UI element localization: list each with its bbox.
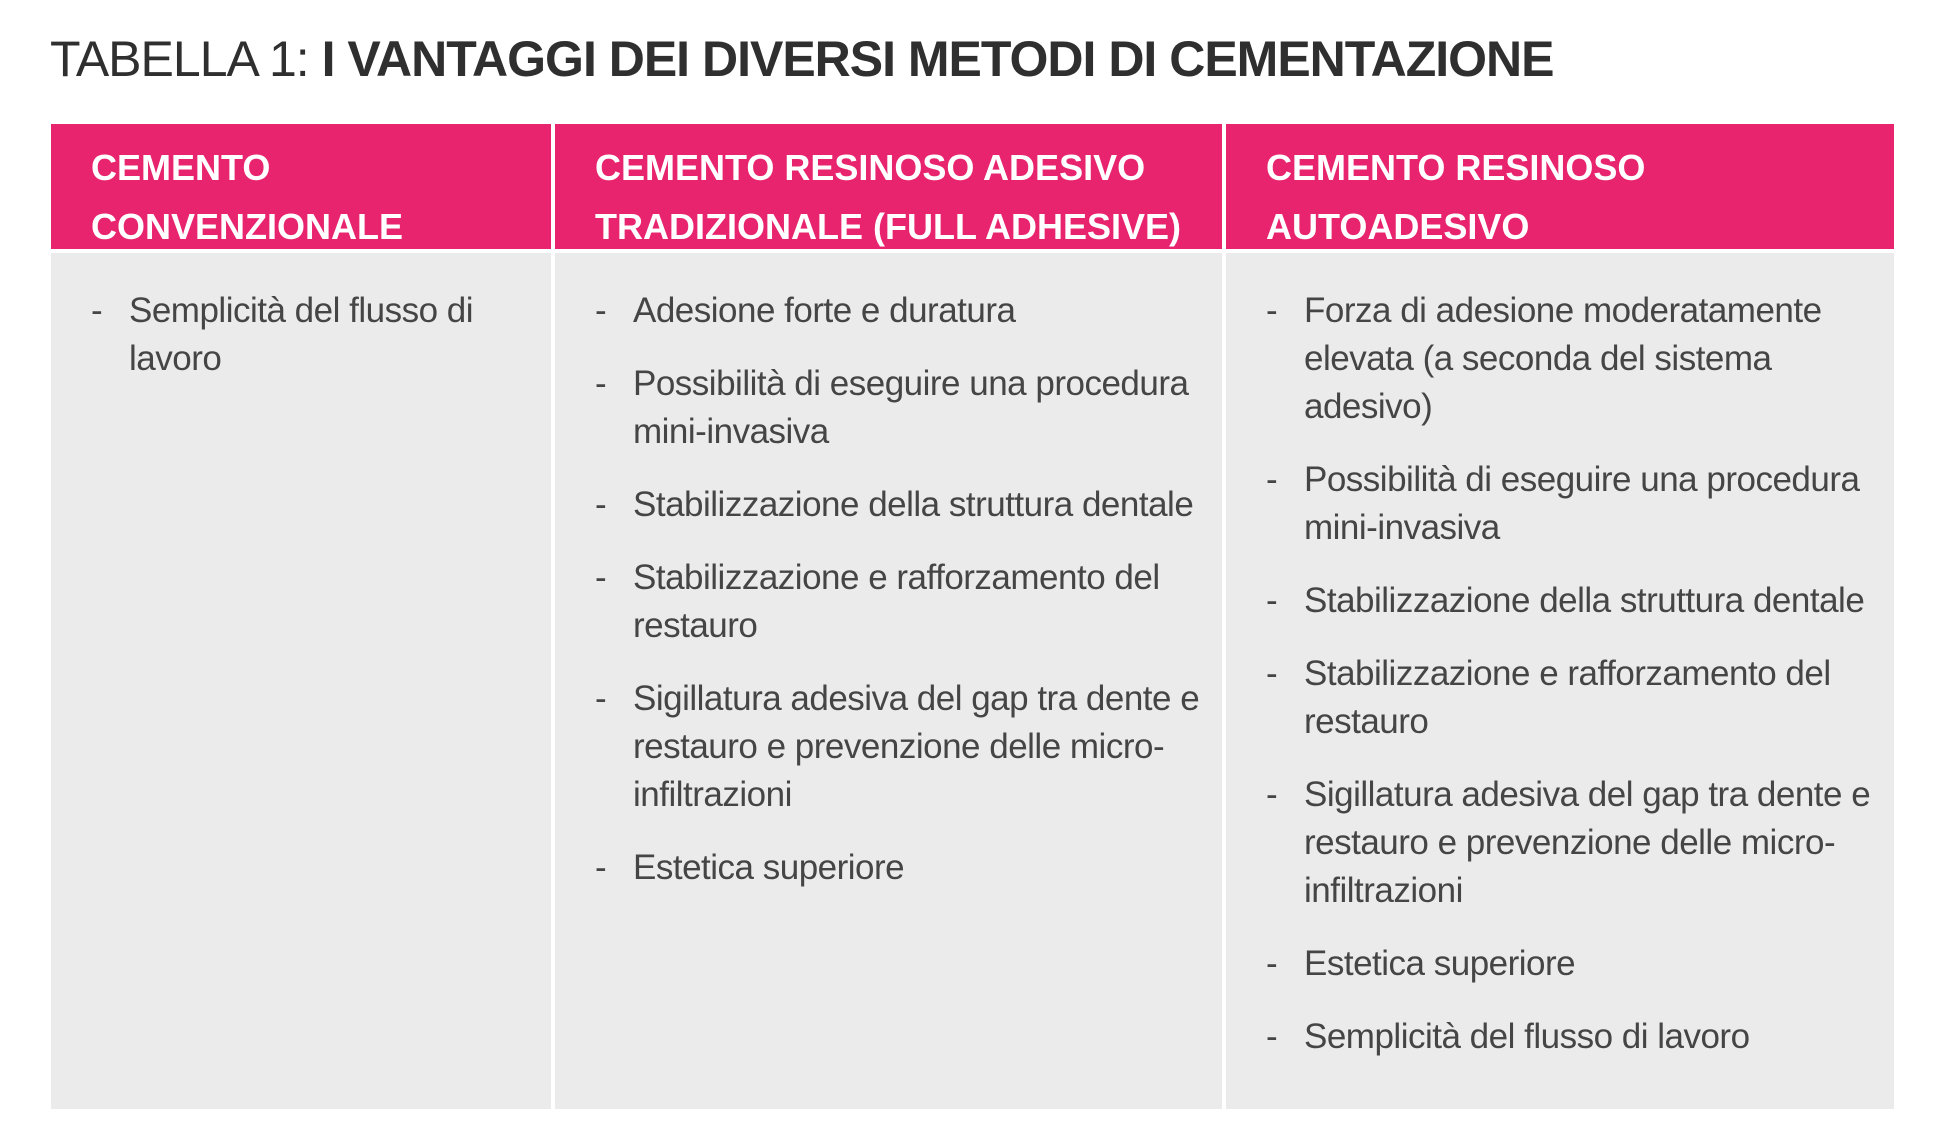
list-item (595, 287, 1202, 335)
table-title: I VANTAGGI DEI DIVERSI METODI DI CEMENTAZIONE (321, 31, 1554, 87)
bullet-dash: - (595, 558, 607, 597)
advantages-list (595, 287, 1202, 892)
list-item (1266, 577, 1874, 625)
item-text: Forza di adesione moderatamente elevata (a seconda del sistema adesivo) (1304, 291, 1822, 426)
bullet-dash: - (595, 364, 607, 403)
item-text: Possibilità di eseguire una procedura mini-invasiva (633, 364, 1189, 451)
list-item (1266, 771, 1874, 915)
item-text: Stabilizzazione della struttura dentale (1304, 581, 1865, 620)
list-item (595, 844, 1202, 892)
list-item (91, 287, 531, 383)
bullet-dash: - (1266, 1017, 1278, 1056)
item-text: Semplicità del flusso di lavoro (129, 291, 473, 378)
item-text: Sigillatura adesiva del gap tra dente e restauro e prevenzione delle micro-infiltrazioni (633, 679, 1200, 814)
column-body (1226, 253, 1894, 1109)
bullet-dash: - (1266, 775, 1278, 814)
list-item (1266, 1013, 1874, 1061)
list-item (595, 554, 1202, 650)
item-text: Estetica superiore (1304, 944, 1576, 983)
list-item (1266, 940, 1874, 988)
bullet-dash: - (595, 485, 607, 524)
item-text: Stabilizzazione e rafforzamento del restauro (1304, 654, 1831, 741)
bullet-dash: - (595, 679, 607, 718)
table-number: TABELLA 1: (50, 31, 322, 87)
advantages-list (1266, 287, 1874, 1061)
item-text: Stabilizzazione della struttura dentale (633, 485, 1194, 524)
list-item (1266, 650, 1874, 746)
advantages-list (91, 287, 531, 383)
bullet-dash: - (1266, 944, 1278, 983)
list-item (595, 360, 1202, 456)
list-item (595, 481, 1202, 529)
column-header: CEMENTO RESINOSO ADESIVO TRADIZIONALE (FULL ADHESIVE) (555, 124, 1222, 249)
column-full-adhesive (555, 124, 1222, 1109)
bullet-dash: - (1266, 460, 1278, 499)
page-title (50, 26, 1554, 92)
item-text: Adesione forte e duratura (633, 291, 1016, 330)
column-body (51, 253, 551, 1109)
bullet-dash: - (1266, 291, 1278, 330)
item-text: Semplicità del flusso di lavoro (1304, 1017, 1750, 1056)
bullet-dash: - (595, 848, 607, 887)
comparison-table (51, 124, 1894, 1109)
item-text: Sigillatura adesiva del gap tra dente e restauro e prevenzione delle micro-infiltrazioni (1304, 775, 1871, 910)
list-item (595, 675, 1202, 819)
column-self-adhesive (1226, 124, 1894, 1109)
item-text: Possibilità di eseguire una procedura mini-invasiva (1304, 460, 1860, 547)
item-text: Estetica superiore (633, 848, 905, 887)
column-conventional-cement (51, 124, 551, 1109)
bullet-dash: - (1266, 581, 1278, 620)
bullet-dash: - (1266, 654, 1278, 693)
list-item (1266, 456, 1874, 552)
column-header: CEMENTO CONVENZIONALE (51, 124, 551, 249)
column-header: CEMENTO RESINOSO AUTOADESIVO (1226, 124, 1894, 249)
bullet-dash: - (595, 291, 607, 330)
column-body (555, 253, 1222, 1109)
item-text: Stabilizzazione e rafforzamento del restauro (633, 558, 1160, 645)
list-item (1266, 287, 1874, 431)
bullet-dash: - (91, 291, 103, 330)
